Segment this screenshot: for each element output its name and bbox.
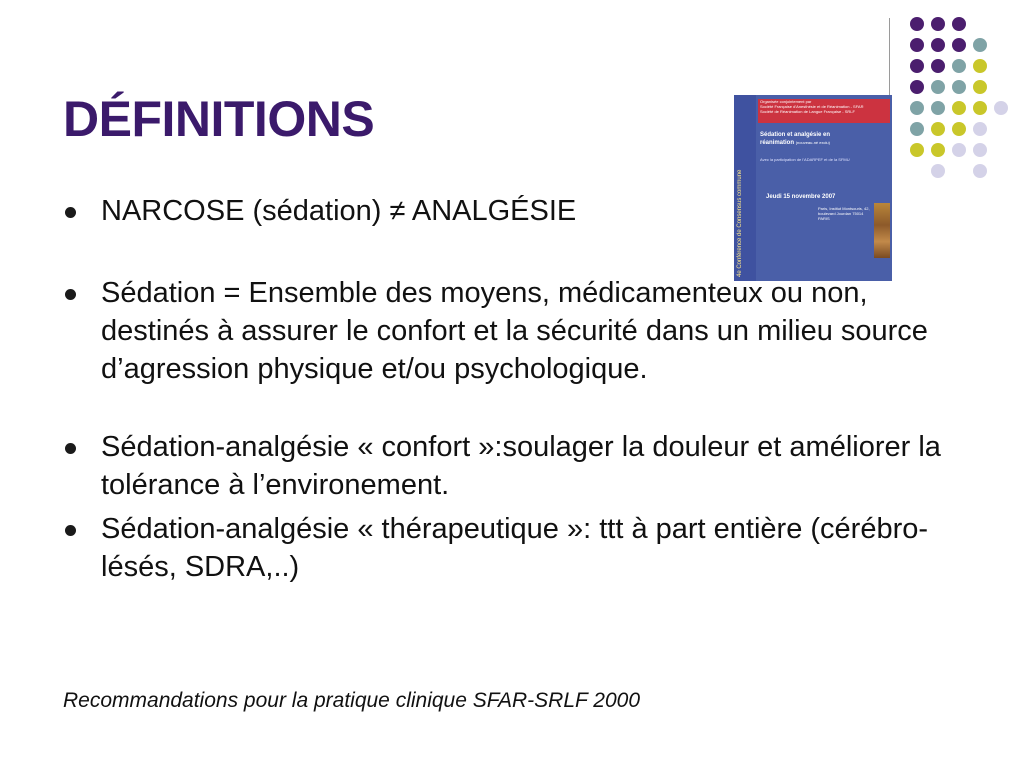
decorative-dot-lavender [994, 101, 1008, 115]
bullet-item: NARCOSE (sédation) ≠ ANALGÉSIE [63, 192, 963, 230]
decorative-dot-purple [952, 38, 966, 52]
decorative-dot-yellow [931, 122, 945, 136]
bullet-item: Sédation-analgésie « thérapeutique »: ttt à part entière (cérébro-lésés, SDRA,..) [63, 510, 963, 586]
reference-citation: Recommandations pour la pratique clinique SFAR-SRLF 2000 [63, 689, 641, 712]
decorative-dot-purple [910, 59, 924, 73]
decorative-dot-purple [910, 17, 924, 31]
bullet-item: Sédation = Ensemble des moyens, médicamenteux ou non, destinés à assurer le confort et la sécurité dans un milieu source d’agression physique et/ou psychologique. [63, 274, 963, 388]
decorative-dot-lavender [973, 143, 987, 157]
decorative-dot-yellow [931, 143, 945, 157]
decorative-dot-teal [952, 59, 966, 73]
decorative-dot-lavender [952, 143, 966, 157]
decorative-dot-yellow [973, 80, 987, 94]
decorative-dot-yellow [973, 101, 987, 115]
decorative-dot-lavender [973, 164, 987, 178]
book-header-line: Société Française d'Anesthésie et de Réanimation - SFAR [760, 104, 864, 109]
decorative-dot-lavender [973, 122, 987, 136]
decorative-dot-teal [931, 101, 945, 115]
book-title-text: Sédation et analgésie en réanimation [760, 132, 831, 146]
decorative-dot-purple [931, 38, 945, 52]
decorative-dot-yellow [952, 122, 966, 136]
book-spine-text: 4e Conférence de Consensus commune [737, 169, 743, 277]
bullet-list [63, 192, 963, 586]
decorative-dot-purple [910, 38, 924, 52]
slide-title: DÉFINITIONS [63, 91, 375, 147]
decorative-dot-yellow [952, 101, 966, 115]
decorative-dot-purple [931, 59, 945, 73]
book-header-line: Société de Réanimation de Langue Française - SRLF [760, 109, 855, 114]
decorative-dot-teal [931, 80, 945, 94]
decorative-dot-yellow [973, 59, 987, 73]
decorative-dot-teal [910, 101, 924, 115]
decorative-dot-teal [973, 38, 987, 52]
book-title [760, 131, 860, 147]
decorative-dot-yellow [910, 143, 924, 157]
decorative-dot-teal [910, 122, 924, 136]
decorative-dot-lavender [931, 164, 945, 178]
decorative-dot-teal [952, 80, 966, 94]
decorative-dot-purple [952, 17, 966, 31]
book-date: Jeudi 15 novembre 2007 [766, 194, 836, 200]
decorative-dot-purple [910, 80, 924, 94]
book-header-line: Organisée conjointement par [760, 99, 812, 104]
book-subtitle: (nouveau-né exclu) [795, 140, 830, 145]
book-header-band [758, 99, 890, 123]
book-place: Paris, Institut Montsouris, 42, boulevard Jourdan 75014 PARIS [818, 206, 870, 221]
bullet-item: Sédation-analgésie « confort »:soulager la douleur et améliorer la tolérance à l’environement. [63, 428, 963, 504]
book-partners: Avec la participation de l'ADARPEF et de la SFMU [760, 157, 850, 162]
decorative-dot-purple [931, 17, 945, 31]
